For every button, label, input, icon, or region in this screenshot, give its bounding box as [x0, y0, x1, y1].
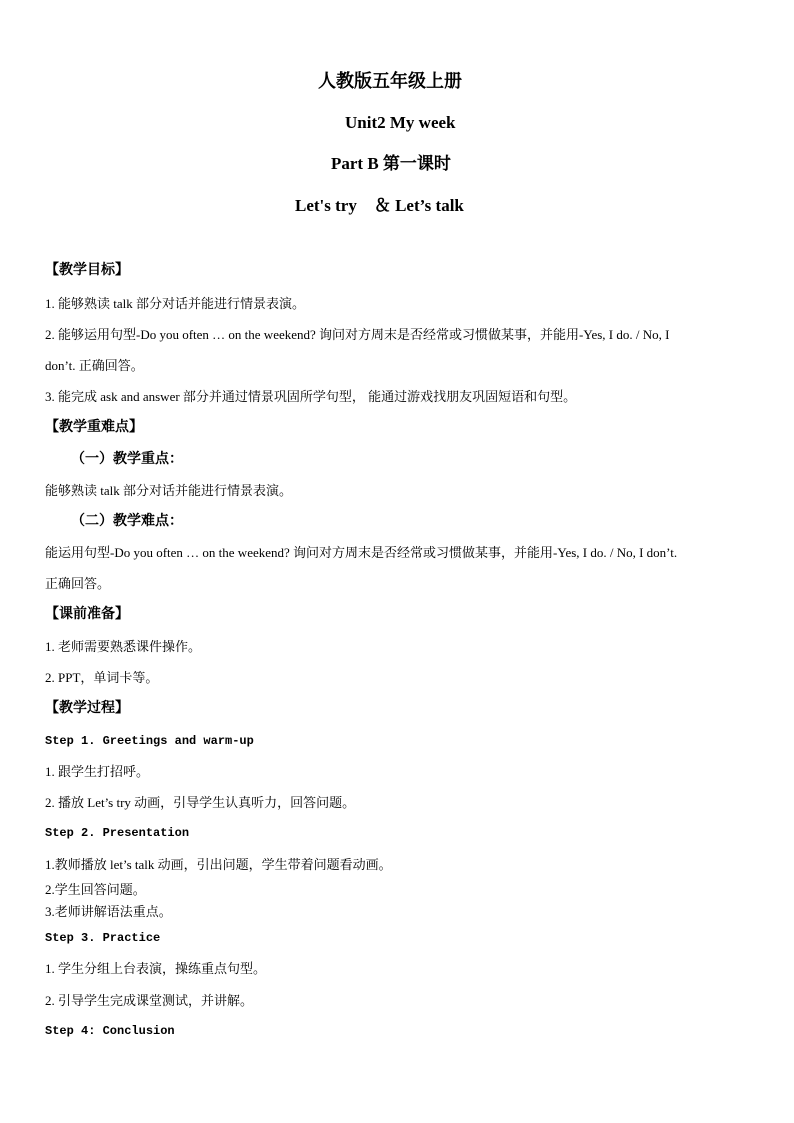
- section-heading-preparation: 【课前准备】: [45, 607, 129, 622]
- part-title: Part B 第一课时: [331, 154, 451, 173]
- lesson-title: Let's try ＆ Let’s talk: [295, 196, 464, 215]
- step-3-title: Step 3. Practice: [45, 931, 161, 945]
- difficulty-text: 能运用句型-Do you often … on the weekend? 询问对方周末是否经常或习惯做某事，并能用-Yes, I do. / No, I don’t.: [45, 545, 678, 560]
- subheading-difficulty: （二）教学难点：: [71, 514, 183, 529]
- step-3-item-1: 1. 学生分组上台表演，操练重点句型。: [45, 961, 267, 976]
- section-heading-process: 【教学过程】: [45, 701, 129, 716]
- section-heading-key-points: 【教学重难点】: [45, 420, 143, 435]
- objective-item-2-continued: don’t. 正确回答。: [45, 358, 144, 373]
- step-2-item-3: 3.老师讲解语法重点。: [45, 904, 172, 919]
- step-2-item-1: 1.教师播放 let’s talk 动画，引出问题，学生带着问题看动画。: [45, 857, 392, 872]
- section-heading-objectives: 【教学目标】: [45, 263, 129, 278]
- subheading-focus: （一）教学重点：: [71, 452, 183, 467]
- step-1-title: Step 1. Greetings and warm-up: [45, 734, 254, 748]
- step-4-title: Step 4: Conclusion: [45, 1024, 175, 1038]
- step-1-item-1: 1. 跟学生打招呼。: [45, 764, 150, 779]
- step-3-item-2: 2. 引导学生完成课堂测试，并讲解。: [45, 993, 254, 1008]
- difficulty-text-continued: 正确回答。: [45, 576, 111, 591]
- step-2-item-2: 2.学生回答问题。: [45, 882, 146, 897]
- unit-title: Unit2 My week: [345, 113, 456, 132]
- preparation-item-1: 1. 老师需要熟悉课件操作。: [45, 639, 202, 654]
- focus-text: 能够熟读 talk 部分对话并能进行情景表演。: [45, 483, 292, 498]
- preparation-item-2: 2. PPT，单词卡等。: [45, 670, 159, 685]
- step-1-item-2: 2. 播放 Let’s try 动画，引导学生认真听力，回答问题。: [45, 795, 356, 810]
- objective-item-3: 3. 能完成 ask and answer 部分并通过情景巩固所学句型， 能通过游戏找朋友巩固短语和句型。: [45, 389, 577, 404]
- step-2-title: Step 2. Presentation: [45, 826, 190, 840]
- document-title: 人教版五年级上册: [318, 71, 462, 91]
- objective-item-2: 2. 能够运用句型-Do you often … on the weekend? 询问对方周末是否经常或习惯做某事，并能用-Yes, I do. / No, I: [45, 327, 670, 342]
- objective-item-1: 1. 能够熟读 talk 部分对话并能进行情景表演。: [45, 296, 305, 311]
